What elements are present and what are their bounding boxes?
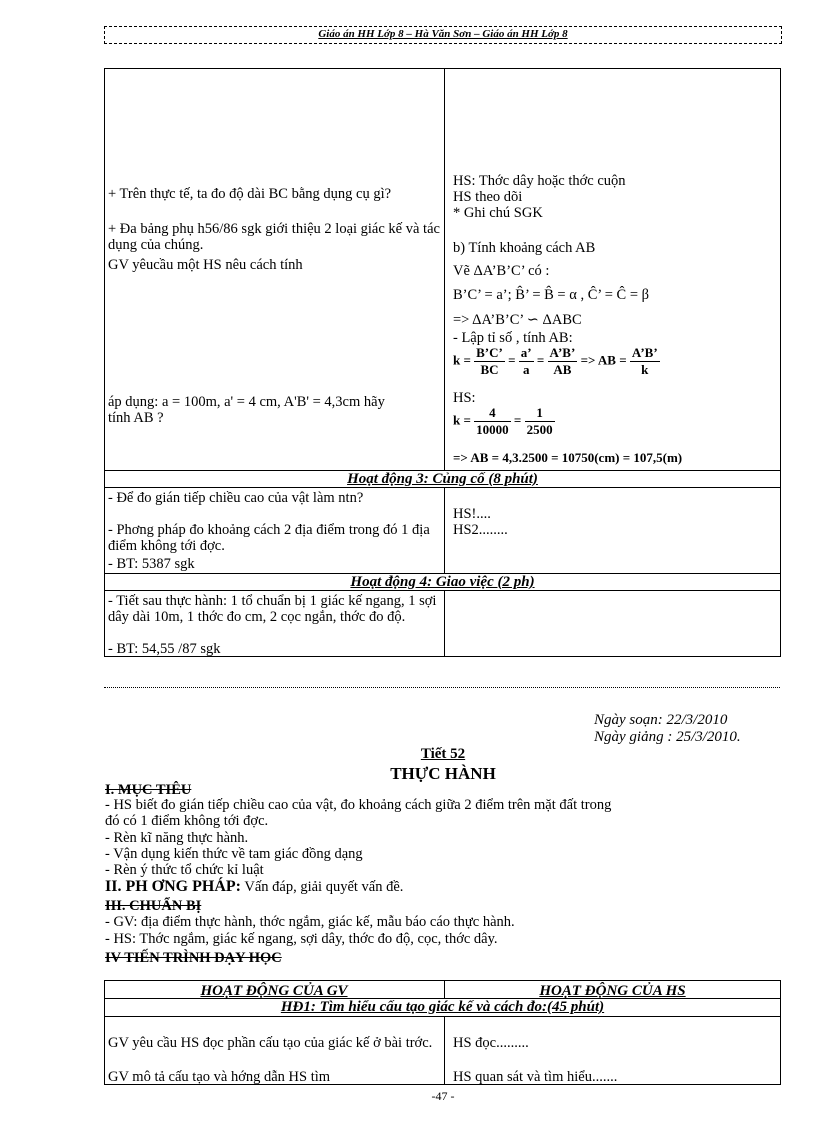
page-number: -47 - <box>431 1089 455 1103</box>
section-preparation: III. CHUẨN BỊ <box>105 898 202 914</box>
activity-3-hs1: HS!.... <box>453 506 491 522</box>
activity-4-title: Hoạt động 4: Giao việc (2 ph) <box>350 574 535 590</box>
objective-1: - HS biết đo gián tiếp chiều cao của vật, đo khoảng cách giữa 2 điểm trên mặt đất trong <box>105 797 612 813</box>
note-sgk: * Ghi chú SGK <box>453 205 543 221</box>
page-header: Giáo án HH Lớp 8 – Hà Văn Sơn – Giáo án HH Lớp 8 <box>318 28 568 40</box>
hd1-hs-1: HS đọc......... <box>453 1035 529 1051</box>
activity-3-exercise: - BT: 5387 sgk <box>108 556 195 572</box>
hs-follow: HS theo dõi <box>453 189 523 205</box>
question-theodolite: + Đa bảng phụ h56/86 sgk giới thiệu 2 loại giác kế và tác dụng của chúng. <box>108 221 440 253</box>
section-objectives: I. MỤC TIÊU <box>105 782 192 798</box>
activity-3-hs2: HS2........ <box>453 522 508 538</box>
header-hs-activity: HOẠT ĐỘNG CỦA HS <box>539 983 686 999</box>
objective-2: - Rèn kĩ năng thực hành. <box>105 830 249 846</box>
apply-question: áp dụng: a = 100m, a' = 4 cm, A'B' = 4,3cm hãy tính AB ? <box>108 394 385 426</box>
date-taught: Ngày giảng : 25/3/2010. <box>594 729 741 745</box>
ab-result: => AB = 4,3.2500 = 10750(cm) = 107,5(m) <box>453 450 683 465</box>
hd1-title: HĐ1: Tìm hiểu cấu tạo giác kế và cách đo:(45 phút) <box>280 999 605 1015</box>
header-gv-activity: HOẠT ĐỘNG CỦA GV <box>200 983 348 999</box>
question-method: GV yêucầu một HS nêu cách tính <box>108 257 303 273</box>
objective-3: - Vận dụng kiến thức về tam giác đồng dạng <box>105 846 363 862</box>
section-method: II. PH ƠNG PHÁP: Vấn đáp, giải quyết vấn đề. <box>105 878 404 895</box>
activity-4-exercise: - BT: 54,55 /87 sgk <box>108 641 221 657</box>
lesson-number: Tiết 52 <box>420 746 466 762</box>
section-separator <box>104 686 780 688</box>
prep-student: - HS: Thớc ngắm, giác kế ngang, sợi dây, thớc đo độ, cọc, thớc dây. <box>105 931 498 947</box>
draw-triangle: Vẽ ΔA’B’C’ có : <box>453 263 550 279</box>
hd1-hs-2: HS quan sát và tìm hiểu....... <box>453 1069 618 1085</box>
prep-teacher: - GV: địa điểm thực hành, thớc ngắm, giác kế, mẫu báo cáo thực hành. <box>105 914 515 930</box>
objective-1-cont: đó có 1 điểm không tới đợc. <box>105 813 269 829</box>
activity-3-q1: - Để đo gián tiếp chiều cao của vật làm ntn? <box>108 490 364 506</box>
objective-4: - Rèn ý thức tổ chức kỉ luật <box>105 862 264 878</box>
hs-answer-tool: HS: Thớc dây hoặc thớc cuộn <box>453 173 626 189</box>
lesson-title: THỰC HÀNH <box>390 764 496 783</box>
date-prepared: Ngày soạn: 22/3/2010 <box>594 712 728 728</box>
activity-3-title: Hoạt động 3: Củng cố (8 phút) <box>347 471 538 487</box>
subsection-b: b) Tính khoảng cách AB <box>453 240 596 256</box>
k-value-formula: k = $\frac{4}{10000}$ = $\frac{1}{2500}$ <box>453 405 553 437</box>
hd1-gv-1: GV yêu cầu HS đọc phần cấu tạo của giác kế ở bài trớc. <box>108 1035 433 1051</box>
similar-triangles: => ΔA’B’C’ ∽ ΔABC <box>453 312 582 328</box>
activity-4-task: - Tiết sau thực hành: 1 tổ chuẩn bị 1 giác kế ngang, 1 sợi dây dài 10m, 1 thớc đo cm, 2 cọc ngắn, thớc đo độ. <box>108 593 437 625</box>
ratio-step: - Lập tỉ số , tính AB: <box>453 330 573 346</box>
activity-3-q2: - Phơng pháp đo khoảng cách 2 địa điểm trong đó 1 địa điểm không tới đợc. <box>108 522 430 554</box>
question-measure-bc: + Trên thực tế, ta đo độ dài BC bằng dụng cụ gì? <box>108 186 392 202</box>
ratio-formula: k = $\frac{B’C’}{BC}$ = $\frac{a’}{a}$ = $\frac{A’B’}{AB}$ => AB = $\frac{A’B’}{k}$ <box>453 345 658 377</box>
angle-equalities: B’C’ = a’; B̂’ = B̂ = α , Ĉ’ = Ĉ = β <box>453 287 650 303</box>
hd1-gv-2: GV mô tả cấu tạo và hớng dẫn HS tìm <box>108 1069 331 1085</box>
hs-label: HS: <box>453 390 476 406</box>
section-procedure: IV TIẾN TRÌNH DẠY HỌC <box>105 950 282 966</box>
